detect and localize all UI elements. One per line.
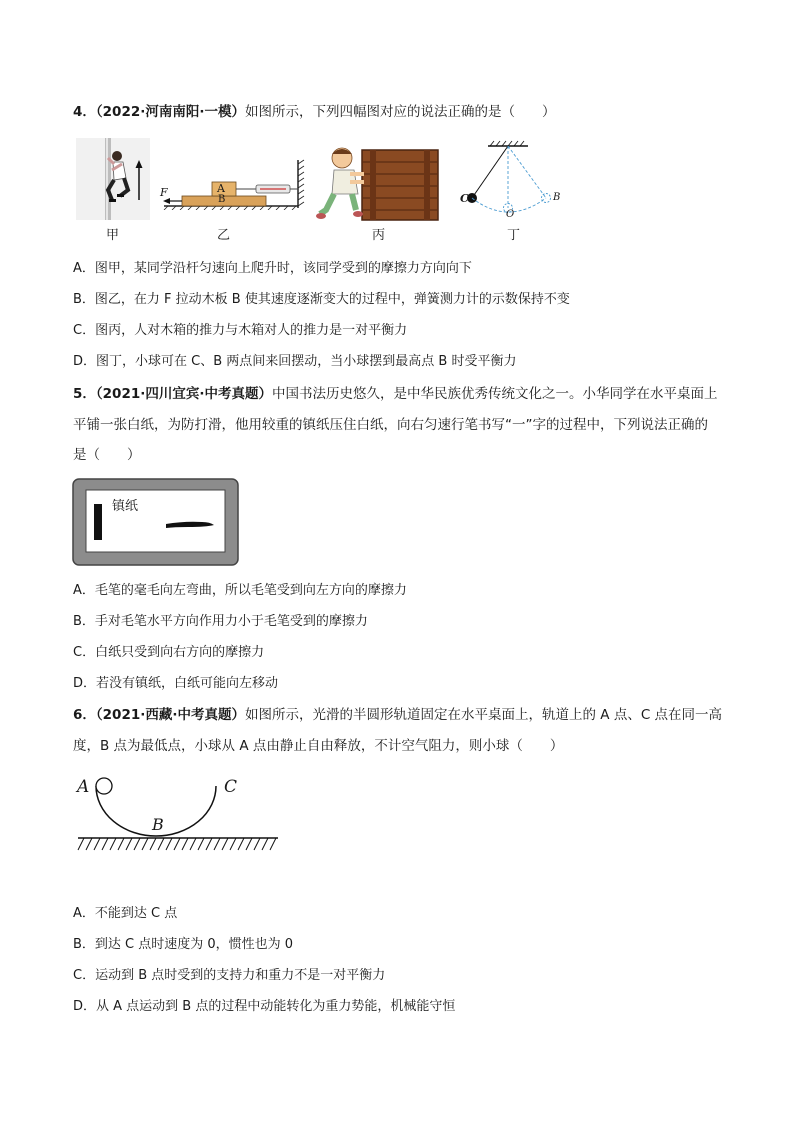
q6-option-a: A．不能到达 C 点 <box>73 906 178 921</box>
q6-label-A: A <box>77 777 90 797</box>
q4-number: 4． <box>73 104 96 120</box>
q4-stem-text: 如图所示，下列四幅图对应的说法正确的是（ ） <box>245 104 556 120</box>
q5-option-b: B．手对毛笔水平方向作用力小于毛笔受到的摩擦力 <box>73 614 368 629</box>
q4-fig-jia <box>76 138 150 220</box>
q5-number: 5． <box>73 386 96 402</box>
q4-source: （2022·河南南阳·一模） <box>95 104 245 120</box>
q6-option-c: C．运动到 B 点时受到的支持力和重力不是一对平衡力 <box>73 968 386 983</box>
q6-figure <box>74 770 280 856</box>
q5-stem-line3: 是（ ） <box>73 447 141 463</box>
q6-option-d: D．从 A 点运动到 B 点的过程中动能转化为重力势能，机械能守恒 <box>73 999 456 1014</box>
q4-stem <box>73 103 556 121</box>
q5-option-a: A．毛笔的毫毛向左弯曲，所以毛笔受到向左方向的摩擦力 <box>73 583 407 598</box>
q4-option-c: C．图丙，人对木箱的推力与木箱对人的推力是一对平衡力 <box>73 323 408 338</box>
q4-fig-bing <box>316 144 444 222</box>
q5-option-c: C．白纸只受到向右方向的摩擦力 <box>73 645 265 660</box>
q6-option-b: B．到达 C 点时速度为 0，惯性也为 0 <box>73 937 294 952</box>
q6-number: 6． <box>73 707 96 723</box>
q5-source: （2021·四川宜宾·中考真题） <box>95 386 272 402</box>
q5-stem-line2: 平铺一张白纸，为防打滑，他用较重的镇纸压住白纸，向右匀速行笔书写“一”字的过程中，下列说法正确的 <box>73 417 708 433</box>
q4-label-O: O <box>506 209 515 220</box>
q4-label-B: B <box>218 194 226 205</box>
q4-label-F: F <box>160 186 168 199</box>
q5-figure <box>72 478 239 566</box>
q4-caption-jia: 甲 <box>106 228 120 243</box>
q4-option-d: D．图丁，小球可在 C、B 两点间来回摆动，当小球摆到最高点 B 时受平衡力 <box>73 354 517 369</box>
q4-label-C: C <box>460 192 469 205</box>
q6-stem-text-1: 如图所示，光滑的半圆形轨道固定在水平桌面上，轨道上的 A 点、C 点在同一高 <box>245 707 723 723</box>
q4-option-b: B．图乙，在力 F 拉动木板 B 使其速度逐渐变大的过程中，弹簧测力计的示数保持不变 <box>73 292 570 307</box>
q4-caption-ding: 丁 <box>507 228 521 243</box>
q5-option-d: D．若没有镇纸，白纸可能向左移动 <box>73 676 279 691</box>
q5-stem-text-1: 中国书法历史悠久，是中华民族优秀传统文化之一。小华同学在水平桌面上 <box>272 386 718 402</box>
q4-caption-yi: 乙 <box>217 228 231 243</box>
q4-label-A: A <box>217 182 225 195</box>
q6-stem-line2: 度，B 点为最低点，小球从 A 点由静止自由释放，不计空气阻力，则小球（ ） <box>73 738 564 754</box>
q5-label-zhenzhi: 镇纸 <box>112 499 139 514</box>
q4-label-B2: B <box>553 192 561 203</box>
q4-option-a: A．图甲，某同学沿杆匀速向上爬升时，该同学受到的摩擦力方向向下 <box>73 261 472 276</box>
q6-stem-line1 <box>73 706 722 724</box>
q6-label-C: C <box>224 777 238 797</box>
q6-label-B: B <box>152 815 164 834</box>
q4-fig-yi <box>160 158 306 210</box>
q5-stem-line1 <box>73 385 718 403</box>
q4-caption-bing: 丙 <box>372 228 386 243</box>
q6-source: （2021·西藏·中考真题） <box>95 707 245 723</box>
